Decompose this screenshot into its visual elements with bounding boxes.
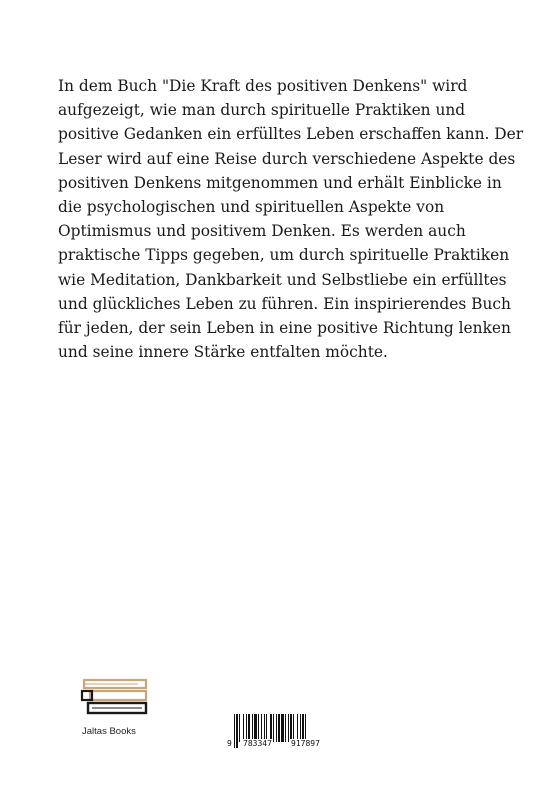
blurb-line: In dem Buch "Die Kraft des positiven Denkens" wird bbox=[58, 77, 468, 95]
blurb-line: und glückliches Leben zu führen. Ein inspirierendes Buch bbox=[58, 294, 511, 313]
blurb-line: praktische Tipps gegeben, um durch spirituelle Praktiken bbox=[58, 246, 510, 265]
publisher-name: Jaltas Books bbox=[82, 726, 136, 737]
blurb-line: und seine innere Stärke entfalten möchte. bbox=[58, 343, 388, 362]
blurb-line: positive Gedanken ein erfülltes Leben erschaffen kann. Der bbox=[58, 125, 524, 144]
blurb-line: wie Meditation, Dankbarkeit und Selbstliebe ein erfülltes bbox=[58, 270, 507, 289]
blurb-line: positiven Denkens mitgenommen und erhält Einblicke in bbox=[58, 173, 502, 192]
back-cover-blurb bbox=[58, 74, 524, 364]
blurb-line: aufgezeigt, wie man durch spirituelle Praktiken und bbox=[58, 101, 466, 120]
blurb-line: Optimismus und positivem Denken. Es werden auch bbox=[58, 222, 466, 241]
stacked-books-icon bbox=[78, 676, 158, 720]
blurb-line: Leser wird auf eine Reise durch verschiedene Aspekte des bbox=[58, 149, 516, 168]
blurb-line: für jeden, der sein Leben in eine positive Richtung lenken bbox=[58, 319, 511, 338]
barcode-group-1: 783347 bbox=[243, 739, 272, 748]
barcode-prefix: 9 bbox=[227, 739, 232, 748]
isbn-barcode bbox=[226, 714, 336, 750]
barcode-group-2: 917897 bbox=[291, 739, 320, 748]
blurb-line: die psychologischen und spirituellen Aspekte von bbox=[58, 198, 445, 217]
